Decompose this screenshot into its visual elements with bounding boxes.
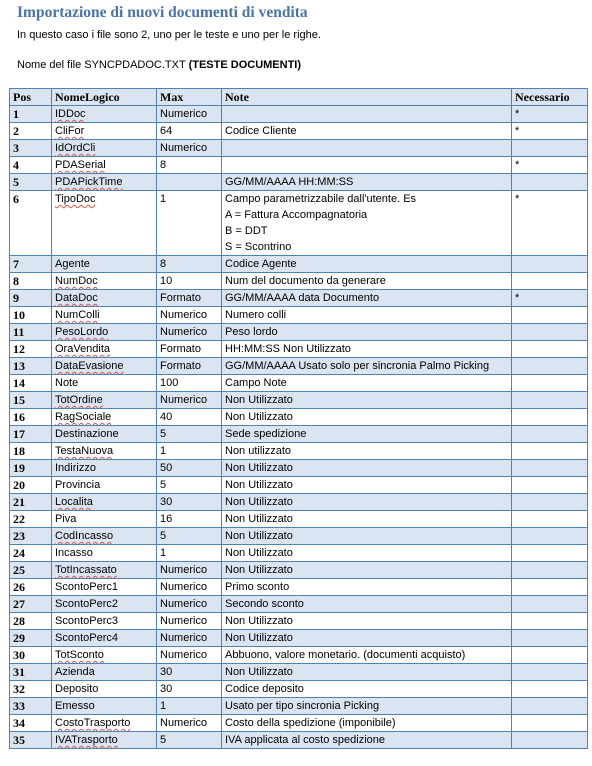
cell-nomelogico (52, 375, 157, 392)
cell-max: Numerico (157, 106, 222, 123)
cell-max: 1 (157, 443, 222, 460)
cell-max (157, 174, 222, 191)
cell-pos: 25 (10, 562, 52, 579)
cell-nomelogico (52, 613, 157, 630)
note-line: GG/MM/AAAA Usato solo per sincronia Palmo Picking (225, 360, 490, 372)
cell-necessario (512, 664, 588, 681)
cell-max: Numerico (157, 630, 222, 647)
note-line: Codice deposito (225, 683, 304, 695)
cell-note (222, 664, 512, 681)
field-name: PesoLordo (55, 326, 109, 338)
cell-max: Numerico (157, 613, 222, 630)
note-line: Abbuono, valore monetario. (documenti acquisto) (225, 649, 466, 661)
cell-nomelogico (52, 392, 157, 409)
cell-pos: 21 (10, 494, 52, 511)
note-line: Campo Note (225, 377, 287, 389)
table-row (10, 174, 588, 191)
cell-note (222, 341, 512, 358)
note-line: Num del documento da generare (225, 275, 386, 287)
cell-nomelogico (52, 409, 157, 426)
cell-max: Formato (157, 341, 222, 358)
cell-necessario (512, 324, 588, 341)
cell-note (222, 256, 512, 273)
header-pos: Pos (10, 89, 52, 106)
document-title: Importazione di nuovi documenti di vendita (17, 4, 308, 21)
note-line: Non Utilizzato (225, 632, 293, 644)
cell-pos: 24 (10, 545, 52, 562)
cell-max: Numerico (157, 307, 222, 324)
cell-necessario (512, 698, 588, 715)
field-name: CostoTrasporto (55, 717, 131, 729)
table-row (10, 191, 588, 256)
cell-pos: 13 (10, 358, 52, 375)
cell-pos: 31 (10, 664, 52, 681)
cell-pos: 19 (10, 460, 52, 477)
field-name: ScontoPerc3 (55, 615, 118, 627)
cell-pos: 34 (10, 715, 52, 732)
note-line: GG/MM/AAAA HH:MM:SS (225, 176, 354, 188)
cell-pos: 12 (10, 341, 52, 358)
cell-necessario (512, 596, 588, 613)
cell-pos: 28 (10, 613, 52, 630)
cell-pos: 15 (10, 392, 52, 409)
note-line: Campo parametrizzabile dall'utente. Es (225, 193, 417, 205)
cell-nomelogico (52, 273, 157, 290)
cell-nomelogico (52, 698, 157, 715)
cell-pos: 16 (10, 409, 52, 426)
file-name-bold: (TESTE DOCUMENTI) (188, 59, 302, 71)
cell-nomelogico (52, 174, 157, 191)
table-row (10, 477, 588, 494)
cell-pos: 29 (10, 630, 52, 647)
fields-table (9, 88, 588, 749)
table-row (10, 106, 588, 123)
cell-note (222, 647, 512, 664)
cell-max: Numerico (157, 579, 222, 596)
cell-nomelogico (52, 256, 157, 273)
cell-nomelogico (52, 732, 157, 749)
cell-necessario (512, 341, 588, 358)
cell-max: 50 (157, 460, 222, 477)
table-row (10, 358, 588, 375)
cell-max: 10 (157, 273, 222, 290)
field-name: Emesso (55, 700, 95, 712)
cell-nomelogico (52, 443, 157, 460)
cell-note (222, 528, 512, 545)
cell-pos: 8 (10, 273, 52, 290)
note-line: Non Utilizzato (225, 479, 293, 491)
cell-note (222, 290, 512, 307)
cell-nomelogico (52, 426, 157, 443)
cell-max: Formato (157, 358, 222, 375)
cell-note (222, 698, 512, 715)
field-name: IVATrasporto (55, 734, 118, 746)
field-name: TotOrdine (55, 394, 103, 406)
note-line: Codice Agente (225, 258, 297, 270)
table-row (10, 409, 588, 426)
cell-necessario (512, 545, 588, 562)
table-row (10, 157, 588, 174)
note-line: Non Utilizzato (225, 530, 293, 542)
cell-nomelogico (52, 579, 157, 596)
cell-necessario (512, 307, 588, 324)
header-necessario: Necessario (512, 89, 588, 106)
cell-max: Numerico (157, 324, 222, 341)
cell-note (222, 494, 512, 511)
cell-necessario (512, 375, 588, 392)
table-row (10, 123, 588, 140)
cell-max: Numerico (157, 715, 222, 732)
cell-max: Numerico (157, 562, 222, 579)
cell-nomelogico (52, 596, 157, 613)
field-name: Agente (55, 258, 90, 270)
field-name: NumColli (55, 309, 100, 321)
cell-necessario (512, 528, 588, 545)
cell-pos: 26 (10, 579, 52, 596)
table-row (10, 545, 588, 562)
cell-nomelogico (52, 140, 157, 157)
cell-pos: 23 (10, 528, 52, 545)
cell-note (222, 358, 512, 375)
note-line: IVA applicata al costo spedizione (225, 734, 386, 746)
cell-pos: 10 (10, 307, 52, 324)
table-row (10, 256, 588, 273)
field-name: TotSconto (55, 649, 104, 661)
cell-note (222, 545, 512, 562)
cell-max: 5 (157, 732, 222, 749)
note-line: Non Utilizzato (225, 462, 293, 474)
table-row (10, 443, 588, 460)
field-name: Deposito (55, 683, 99, 695)
cell-nomelogico (52, 681, 157, 698)
table-row (10, 307, 588, 324)
cell-note (222, 596, 512, 613)
cell-necessario: * (512, 157, 588, 174)
cell-max: 40 (157, 409, 222, 426)
intro-text: In questo caso i file sono 2, uno per le teste e uno per le righe. (17, 29, 321, 41)
cell-note (222, 324, 512, 341)
field-name: Incasso (55, 547, 93, 559)
table-row (10, 596, 588, 613)
note-line: Sede spedizione (225, 428, 307, 440)
note-line: Secondo sconto (225, 598, 304, 610)
cell-pos: 30 (10, 647, 52, 664)
cell-max: 30 (157, 681, 222, 698)
field-name: CliFor (55, 125, 85, 137)
note-line: Non utilizzato (225, 445, 292, 457)
field-name: Indirizzo (55, 462, 96, 474)
cell-max: 5 (157, 528, 222, 545)
cell-note (222, 426, 512, 443)
table-row (10, 494, 588, 511)
cell-note (222, 443, 512, 460)
cell-pos: 18 (10, 443, 52, 460)
cell-nomelogico (52, 545, 157, 562)
table-row (10, 392, 588, 409)
cell-max: Numerico (157, 647, 222, 664)
field-name: Destinazione (55, 428, 119, 440)
table-header-row (10, 89, 588, 106)
cell-nomelogico (52, 562, 157, 579)
note-line: Non Utilizzato (225, 411, 293, 423)
cell-nomelogico (52, 191, 157, 256)
field-name: PDAPickTime (55, 176, 123, 188)
cell-max: Numerico (157, 140, 222, 157)
field-name: IDDoc (55, 108, 86, 120)
cell-max: 1 (157, 191, 222, 256)
field-name: TestaNuova (55, 445, 114, 457)
cell-necessario (512, 256, 588, 273)
cell-note (222, 273, 512, 290)
note-line: Codice Cliente (225, 125, 297, 137)
cell-note (222, 392, 512, 409)
field-name: DataEvasione (55, 360, 124, 372)
cell-necessario (512, 477, 588, 494)
table-row (10, 698, 588, 715)
cell-necessario (512, 174, 588, 191)
cell-note (222, 106, 512, 123)
cell-pos: 3 (10, 140, 52, 157)
table-row (10, 681, 588, 698)
table-row (10, 732, 588, 749)
cell-nomelogico (52, 647, 157, 664)
cell-pos: 2 (10, 123, 52, 140)
cell-max: Numerico (157, 596, 222, 613)
note-line: Non Utilizzato (225, 564, 293, 576)
cell-nomelogico (52, 460, 157, 477)
cell-nomelogico (52, 341, 157, 358)
cell-necessario (512, 426, 588, 443)
cell-max: 100 (157, 375, 222, 392)
cell-note (222, 681, 512, 698)
cell-pos: 1 (10, 106, 52, 123)
cell-necessario (512, 613, 588, 630)
field-name: ScontoPerc1 (55, 581, 118, 593)
note-line: Non Utilizzato (225, 496, 293, 508)
cell-pos: 6 (10, 191, 52, 256)
table-row (10, 562, 588, 579)
note-line: Numero colli (225, 309, 287, 321)
header-note: Note (222, 89, 512, 106)
cell-nomelogico (52, 290, 157, 307)
cell-necessario (512, 732, 588, 749)
cell-pos: 17 (10, 426, 52, 443)
cell-max: 30 (157, 494, 222, 511)
field-name: TotIncassato (55, 564, 117, 576)
cell-nomelogico (52, 157, 157, 174)
cell-note (222, 511, 512, 528)
cell-necessario: * (512, 123, 588, 140)
header-nomelogico: NomeLogico (52, 89, 157, 106)
field-name: Piva (55, 513, 77, 525)
field-name: Azienda (55, 666, 95, 678)
cell-pos: 33 (10, 698, 52, 715)
field-name: ScontoPerc2 (55, 598, 118, 610)
note-line: Peso lordo (225, 326, 278, 338)
cell-necessario (512, 511, 588, 528)
cell-note (222, 715, 512, 732)
cell-pos: 32 (10, 681, 52, 698)
note-line: Primo sconto (225, 581, 290, 593)
cell-max: Formato (157, 290, 222, 307)
cell-necessario (512, 579, 588, 596)
cell-nomelogico (52, 477, 157, 494)
cell-necessario (512, 358, 588, 375)
cell-necessario (512, 647, 588, 664)
field-name: DataDoc (55, 292, 98, 304)
cell-note (222, 191, 512, 256)
cell-max: 30 (157, 664, 222, 681)
cell-pos: 11 (10, 324, 52, 341)
note-line: Costo della spedizione (imponibile) (225, 717, 396, 729)
note-line: Non Utilizzato (225, 394, 293, 406)
table-row (10, 511, 588, 528)
cell-nomelogico (52, 630, 157, 647)
file-name-label: Nome del file SYNCPDADOC.TXT (17, 59, 186, 71)
cell-max: Numerico (157, 392, 222, 409)
table-row (10, 715, 588, 732)
cell-nomelogico (52, 123, 157, 140)
cell-nomelogico (52, 307, 157, 324)
cell-pos: 27 (10, 596, 52, 613)
cell-max: 16 (157, 511, 222, 528)
cell-max: 1 (157, 698, 222, 715)
note-line: GG/MM/AAAA data Documento (225, 292, 380, 304)
note-line: HH:MM:SS Non Utilizzato (225, 343, 351, 355)
table-body (10, 106, 588, 749)
table-row (10, 613, 588, 630)
cell-necessario (512, 460, 588, 477)
note-line: S = Scontrino (225, 241, 292, 253)
cell-nomelogico (52, 715, 157, 732)
note-line: Non Utilizzato (225, 666, 293, 678)
field-name: Localita (55, 496, 93, 508)
table-row (10, 324, 588, 341)
cell-note (222, 477, 512, 494)
table-row (10, 647, 588, 664)
cell-max: 8 (157, 157, 222, 174)
note-line: Usato per tipo sincronia Picking (225, 700, 380, 712)
cell-max: 5 (157, 477, 222, 494)
table-row (10, 630, 588, 647)
note-line: Non Utilizzato (225, 547, 293, 559)
note-line: Non Utilizzato (225, 513, 293, 525)
cell-note (222, 307, 512, 324)
cell-note (222, 409, 512, 426)
cell-necessario (512, 494, 588, 511)
cell-note (222, 375, 512, 392)
note-line: Non Utilizzato (225, 615, 293, 627)
cell-note (222, 460, 512, 477)
cell-nomelogico (52, 511, 157, 528)
field-name: TipoDoc (55, 193, 96, 205)
cell-note (222, 174, 512, 191)
field-name: PDASerial (55, 159, 106, 171)
cell-necessario: * (512, 106, 588, 123)
cell-max: 5 (157, 426, 222, 443)
cell-nomelogico (52, 664, 157, 681)
table-row (10, 375, 588, 392)
cell-note (222, 732, 512, 749)
field-name: ScontoPerc4 (55, 632, 118, 644)
cell-nomelogico (52, 324, 157, 341)
table-row (10, 664, 588, 681)
cell-note (222, 157, 512, 174)
cell-pos: 35 (10, 732, 52, 749)
cell-necessario (512, 562, 588, 579)
cell-pos: 4 (10, 157, 52, 174)
cell-max: 1 (157, 545, 222, 562)
cell-note (222, 613, 512, 630)
cell-max: 64 (157, 123, 222, 140)
field-name: CodIncasso (55, 530, 114, 542)
cell-nomelogico (52, 494, 157, 511)
cell-pos: 5 (10, 174, 52, 191)
cell-pos: 22 (10, 511, 52, 528)
table-row (10, 426, 588, 443)
cell-necessario: * (512, 290, 588, 307)
cell-necessario (512, 392, 588, 409)
note-line: A = Fattura Accompagnatoria (225, 209, 368, 221)
file-name-line (17, 59, 301, 71)
cell-pos: 9 (10, 290, 52, 307)
cell-necessario: * (512, 191, 588, 256)
table-row (10, 528, 588, 545)
field-name: Provincia (55, 479, 101, 491)
cell-necessario (512, 273, 588, 290)
cell-necessario (512, 681, 588, 698)
cell-necessario (512, 443, 588, 460)
table-row (10, 341, 588, 358)
cell-max: 8 (157, 256, 222, 273)
cell-pos: 14 (10, 375, 52, 392)
cell-note (222, 140, 512, 157)
cell-nomelogico (52, 358, 157, 375)
table-row (10, 579, 588, 596)
field-name: OraVendita (55, 343, 111, 355)
note-line: B = DDT (225, 225, 268, 237)
cell-nomelogico (52, 106, 157, 123)
cell-necessario (512, 409, 588, 426)
cell-nomelogico (52, 528, 157, 545)
field-name: IdOrdCli (55, 142, 96, 154)
table-row (10, 273, 588, 290)
table-row (10, 140, 588, 157)
cell-necessario (512, 140, 588, 157)
cell-necessario (512, 715, 588, 732)
field-name: NumDoc (55, 275, 98, 287)
cell-pos: 20 (10, 477, 52, 494)
cell-note (222, 123, 512, 140)
table-row (10, 460, 588, 477)
cell-note (222, 630, 512, 647)
cell-note (222, 562, 512, 579)
table-row (10, 290, 588, 307)
field-name: Note (55, 377, 79, 389)
cell-note (222, 579, 512, 596)
field-name: RagSociale (55, 411, 112, 423)
cell-pos: 7 (10, 256, 52, 273)
header-max: Max (157, 89, 222, 106)
cell-necessario (512, 630, 588, 647)
